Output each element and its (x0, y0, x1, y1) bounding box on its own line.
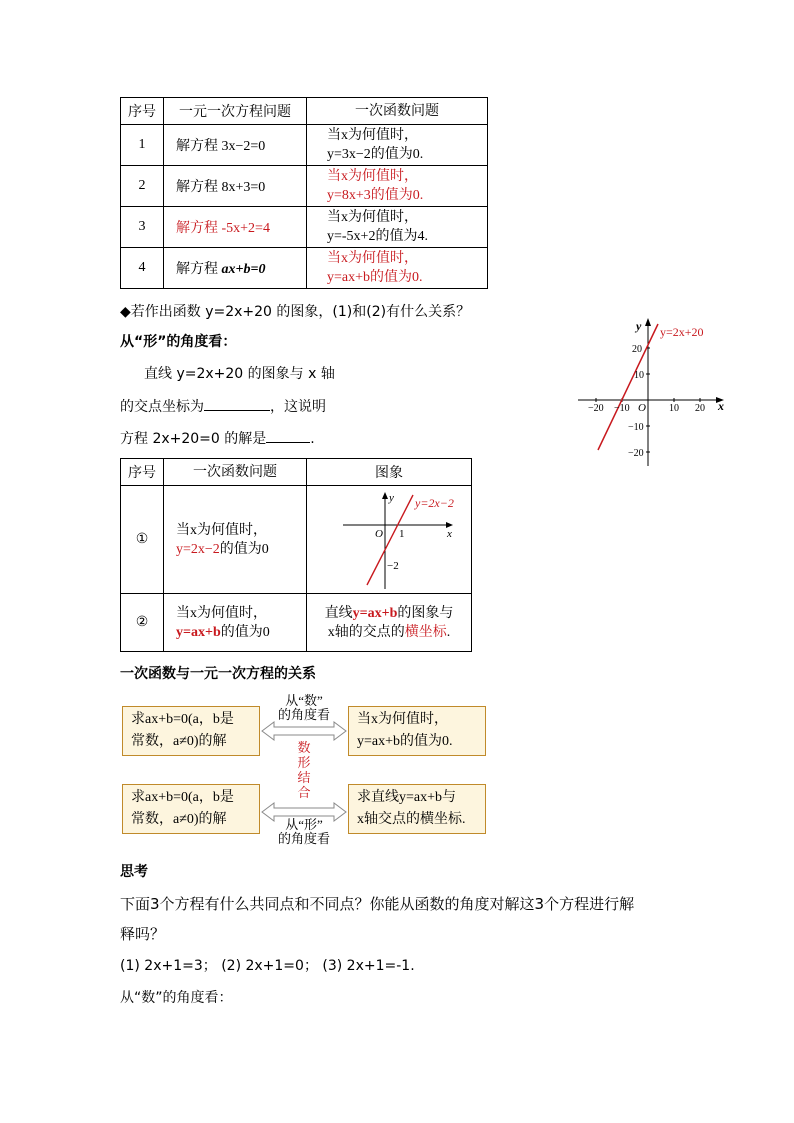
mini-graph-y-tick: −2 (387, 559, 399, 572)
graph-y-2x-20 (570, 310, 730, 470)
graph1-y-tick: −20 (628, 448, 644, 459)
table-row: 3 解方程 -5x+2=4 当x为何值时， y=-5x+2的值为4. (121, 207, 488, 248)
box-left-top: 求ax+b=0(a，b是 常数，a≠0)的解 (122, 706, 260, 756)
graph1-x-tick: 10 (669, 403, 679, 414)
think-heading: 思考 (120, 864, 148, 880)
graph1-x-axis-label: x (718, 399, 724, 413)
table-row: ① 当x为何值时， y=2x−2的值为0 y=2x−2 y x O 1 −2 (121, 486, 472, 594)
para-line1: 直线 y=2x+20 的图象与 x 轴 (144, 366, 335, 382)
number-heading: 从“数”的角度看： (120, 990, 233, 1006)
center-label: 数 形 结 合 (297, 740, 311, 800)
equation-function-table (120, 97, 488, 289)
box-right-bottom: 求直线y=ax+b与 x轴交点的横坐标. (348, 784, 486, 834)
graph1-x-tick: −10 (614, 403, 630, 414)
para-line3: 方程 2x+20=0 的解是 . (120, 428, 315, 449)
graph1-origin: O (638, 402, 646, 414)
graph1-x-tick: 20 (695, 403, 705, 414)
table-row: 2 解方程 8x+3=0 当x为何值时， y=8x+3的值为0. (121, 166, 488, 207)
graph1-y-axis-label: y (636, 319, 642, 333)
header-function: 一次函数问题 (164, 459, 307, 486)
mini-graph-label: y=2x−2 (415, 495, 454, 510)
table-row: 1 解方程 3x−2=0 当x为何值时， y=3x−2的值为0. (121, 125, 488, 166)
header-function: 一次函数问题 (307, 98, 488, 125)
equations-line: (1) 2x+1=3； (2) 2x+1=0； (3) 2x+1=-1. (120, 958, 415, 974)
function-graph-table (120, 458, 472, 652)
box-right-top: 当x为何值时， y=ax+b的值为0. (348, 706, 486, 756)
think-text-2: 释吗？ (120, 925, 166, 943)
table-row: 4 解方程 ax+b=0 当x为何值时， y=ax+b的值为0. (121, 248, 488, 289)
mini-graph-origin: O (375, 527, 383, 540)
graph1-label: y=2x+20 (660, 325, 704, 339)
question-text: ◆若作出函数 y=2x+20 的图象，(1)和(2)有什么关系？ (120, 304, 471, 320)
header-index: 序号 (121, 459, 164, 486)
bottom-arrow-label: 从“形” 的角度看 (277, 817, 330, 846)
shape-heading: 从“形”的角度看： (120, 334, 237, 350)
relation-heading: 一次函数与一元一次方程的关系 (120, 666, 316, 682)
table-row: ② 当x为何值时， y=ax+b的值为0 直线y=ax+b的图象与 x轴的交点的横坐标. (121, 594, 472, 652)
header-index: 序号 (121, 98, 164, 125)
header-equation: 一元一次方程问题 (164, 98, 307, 125)
top-arrow-label: 从“数” 的角度看 (277, 693, 330, 722)
mini-graph-y-axis-label: y (389, 491, 394, 504)
box-left-bottom: 求ax+b=0(a，b是 常数，a≠0)的解 (122, 784, 260, 834)
mini-graph-x-tick: 1 (399, 527, 405, 540)
header-graph: 图象 (307, 459, 472, 486)
para-line2: 的交点坐标为 ，这说明 (120, 396, 326, 417)
mini-graph-y-2x-2 (307, 487, 471, 593)
mini-graph-x-axis-label: x (447, 527, 452, 540)
graph1-y-tick: 20 (632, 344, 642, 355)
think-text-1: 下面3个方程有什么共同点和不同点？你能从函数的角度对解这3个方程进行解 (120, 895, 635, 913)
graph1-x-tick: −20 (588, 403, 604, 414)
graph1-y-tick: −10 (628, 422, 644, 433)
graph1-y-tick: 10 (634, 370, 644, 381)
